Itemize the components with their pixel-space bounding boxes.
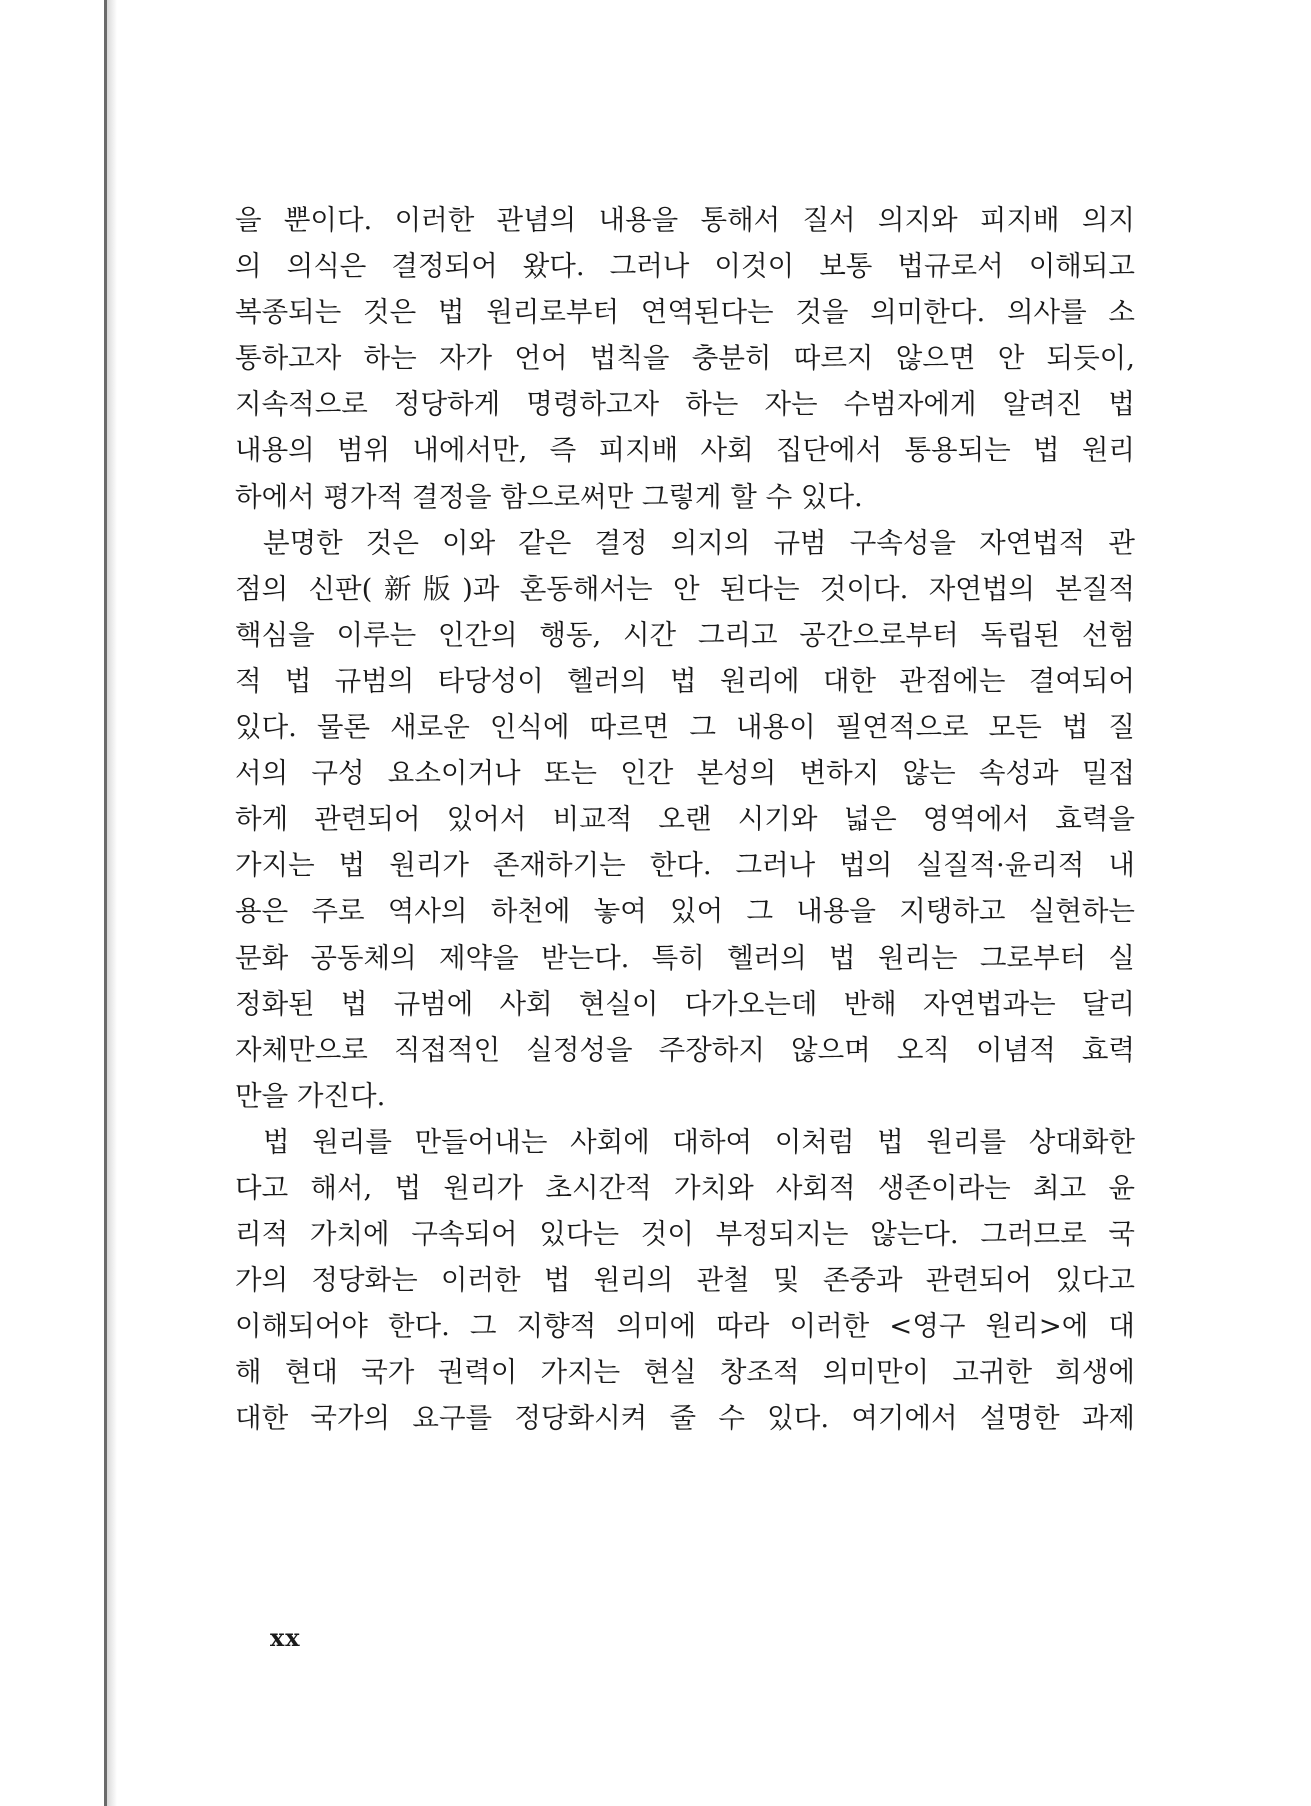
- text-line: 내용의 범위 내에서만, 즉 피지배 사회 집단에서 통용되는 법 원리: [235, 434, 1135, 467]
- text-line: 적 법 규범의 타당성이 헬러의 법 원리에 대한 관점에는 결여되어: [235, 664, 1135, 697]
- text-line: 자체만으로 직접적인 실정성을 주장하지 않으며 오직 이념적 효력: [235, 1033, 1135, 1066]
- text-line: 의 의식은 결정되어 왔다. 그러나 이것이 보통 법규로서 이해되고: [235, 250, 1135, 283]
- text-line: 하에서 평가적 결정을 함으로써만 그렇게 할 수 있다.: [235, 480, 863, 513]
- text-line: 해 현대 국가 권력이 가지는 현실 창조적 의미만이 고귀한 희생에: [235, 1356, 1135, 1389]
- text-line: 있다. 물론 새로운 인식에 따르면 그 내용이 필연적으로 모든 법 질: [235, 711, 1135, 744]
- text-line: 대한 국가의 요구를 정당화시켜 줄 수 있다. 여기에서 설명한 과제: [235, 1402, 1135, 1435]
- body-text: [235, 197, 1135, 1442]
- text-line: 정화된 법 규범에 사회 현실이 다가오는데 반해 자연법과는 달리: [235, 987, 1135, 1020]
- text-line: 다고 해서, 법 원리가 초시간적 가치와 사회적 생존이라는 최고 윤: [235, 1171, 1135, 1204]
- text-line: 서의 구성 요소이거나 또는 인간 본성의 변하지 않는 속성과 밀접: [235, 757, 1135, 790]
- left-margin: [0, 0, 104, 1806]
- text-line: 을 뿐이다. 이러한 관념의 내용을 통해서 질서 의지와 피지배 의지: [235, 204, 1135, 236]
- text-line: 만을 가진다.: [235, 1079, 386, 1112]
- text-line: 통하고자 하는 자가 언어 법칙을 충분히 따르지 않으면 안 되듯이,: [235, 342, 1135, 375]
- text-line: 이해되어야 한다. 그 지향적 의미에 따라 이러한 <영구 원리>에 대: [235, 1310, 1135, 1343]
- text-line: 복종되는 것은 법 원리로부터 연역된다는 것을 의미한다. 의사를 소: [235, 296, 1135, 329]
- text-line: 가지는 법 원리가 존재하기는 한다. 그러나 법의 실질적·윤리적 내: [235, 849, 1135, 882]
- text-line-indented: 분명한 것은 이와 같은 결정 의지의 규범 구속성을 자연법적 관: [263, 526, 1135, 559]
- text-line: 용은 주로 역사의 하천에 놓여 있어 그 내용을 지탱하고 실현하는: [235, 895, 1135, 928]
- text-line: 지속적으로 정당하게 명령하고자 하는 자는 수범자에게 알려진 법: [235, 388, 1135, 421]
- text-line: 하게 관련되어 있어서 비교적 오랜 시기와 넓은 영역에서 효력을: [235, 803, 1135, 836]
- text-line: 점의 신판(新版)과 혼동해서는 안 된다는 것이다. 자연법의 본질적: [235, 572, 1135, 605]
- text-line: 리적 가치에 구속되어 있다는 것이 부정되지는 않는다. 그러므로 국: [235, 1218, 1135, 1251]
- page-number: xx: [270, 1623, 301, 1652]
- text-line: 문화 공동체의 제약을 받는다. 특히 헬러의 법 원리는 그로부터 실: [235, 941, 1135, 974]
- text-line: 핵심을 이루는 인간의 행동, 시간 그리고 공간으로부터 독립된 선험: [235, 618, 1135, 651]
- text-line: 가의 정당화는 이러한 법 원리의 관철 및 존중과 관련되어 있다고: [235, 1264, 1135, 1297]
- text-line-indented: 법 원리를 만들어내는 사회에 대하여 이처럼 법 원리를 상대화한: [263, 1125, 1135, 1158]
- book-spine-shadow: [107, 0, 117, 1806]
